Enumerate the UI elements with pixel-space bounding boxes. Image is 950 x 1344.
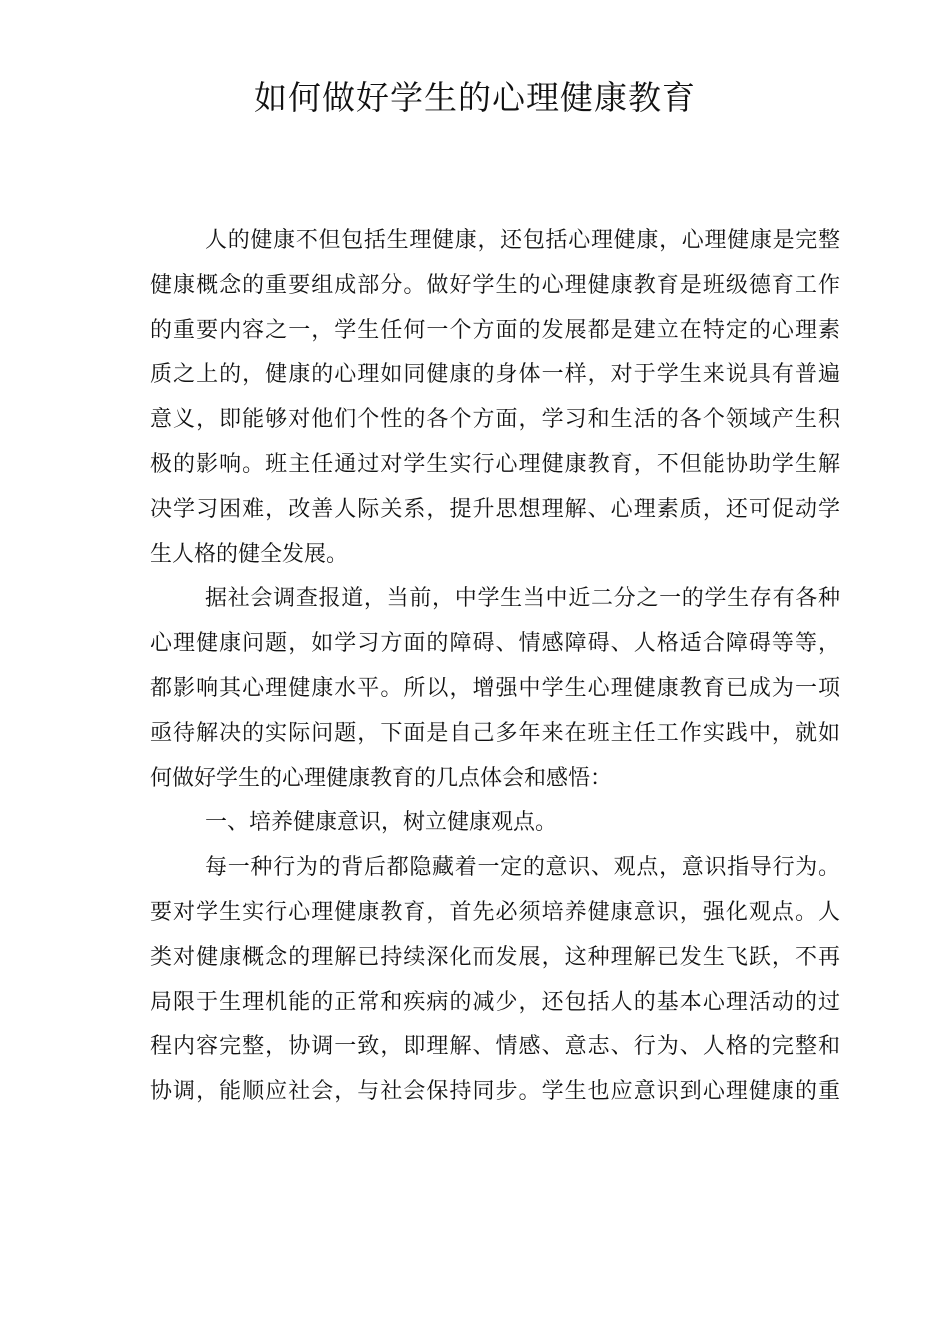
paragraph-2-line-5: 何做好学生的心理健康教育的几点体会和感悟： (150, 765, 613, 791)
section-heading-1: 一、培养健康意识，树立健康观点。 (205, 810, 558, 836)
paragraph-1-line-1: 人的健康不但包括生理健康，还包括心理健康，心理健康是完整 (205, 228, 840, 253)
paragraph-2-line-1: 据社会调查报道，当前，中学生当中近二分之一的学生存有各种 (205, 586, 840, 612)
paragraph-3-line-5: 程内容完整，协调一致，即理解、情感、意志、行为、人格的完整和 (150, 1034, 840, 1060)
paragraph-1-line-2: 健康概念的重要组成部分。做好学生的心理健康教育是班级德育工作 (150, 272, 840, 298)
paragraph-3-line-3: 类对健康概念的理解已持续深化而发展，这种理解已发生飞跃，不再 (150, 944, 840, 970)
paragraph-1-line-5: 意义，即能够对他们个性的各个方面，学习和生活的各个领域产生积 (150, 407, 840, 433)
document-title: 如何做好学生的心理健康教育 (254, 78, 696, 117)
paragraph-3-line-2: 要对学生实行心理健康教育，首先必须培养健康意识，强化观点。人 (150, 899, 840, 925)
paragraph-1-line-7: 决学习困难，改善人际关系，提升思想理解、心理素质，还可促动学 (150, 496, 840, 522)
paragraph-2-line-2: 心理健康问题，如学习方面的障碍、情感障碍、人格适合障碍等等， (150, 631, 840, 657)
paragraph-1-line-3: 的重要内容之一，学生任何一个方面的发展都是建立在特定的心理素 (150, 317, 840, 343)
paragraph-1-line-8: 生人格的健全发展。 (150, 541, 349, 567)
paragraph-3-line-4: 局限于生理机能的正常和疾病的减少，还包括人的基本心理活动的过 (150, 989, 840, 1015)
document-body (150, 219, 840, 1115)
paragraph-3-line-6: 协调，能顺应社会，与社会保持同步。学生也应意识到心理健康的重 (150, 1079, 840, 1105)
paragraph-1-line-6: 极的影响。班主任通过对学生实行心理健康教育，不但能协助学生解 (150, 451, 840, 477)
paragraph-2-line-3: 都影响其心理健康水平。所以，增强中学生心理健康教育已成为一项 (150, 675, 840, 701)
paragraph-3-line-1: 每一种行为的背后都隐藏着一定的意识、观点，意识指导行为。 (205, 855, 840, 881)
paragraph-1-line-4: 质之上的，健康的心理如同健康的身体一样，对于学生来说具有普遍 (150, 362, 840, 388)
paragraph-2-line-4: 亟待解决的实际问题，下面是自己多年来在班主任工作实践中，就如 (150, 720, 840, 746)
